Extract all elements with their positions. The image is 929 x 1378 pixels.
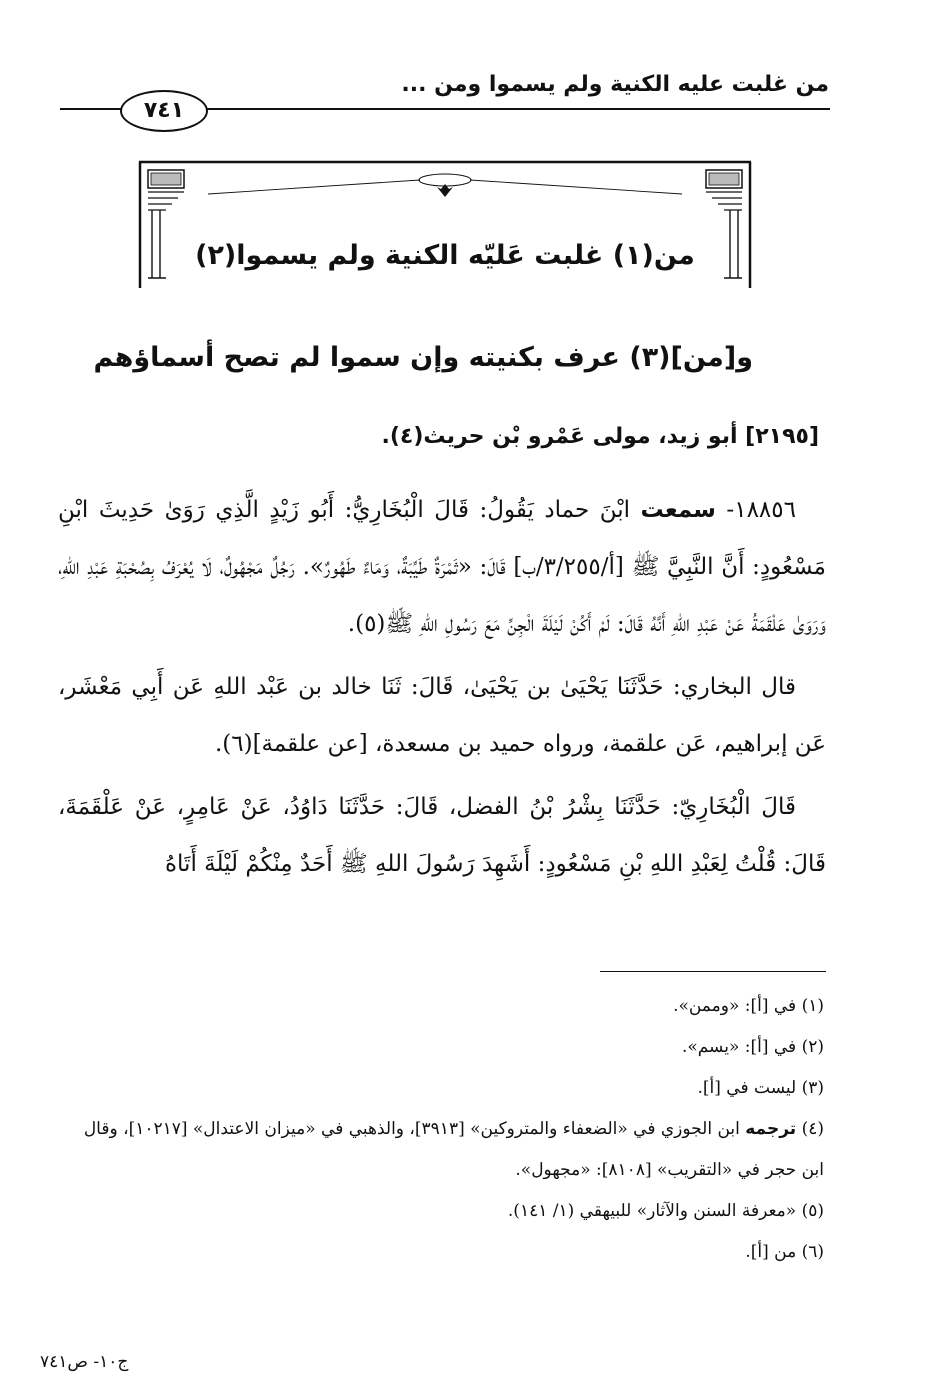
hadith-number: ١٨٨٥٦- <box>715 497 796 523</box>
footnote-4 <box>58 1109 824 1191</box>
volume-page-note: ج١٠- ص٧٤١ <box>40 1352 129 1372</box>
running-title: من غلبت عليه الكنية ولم يسموا ومن ... <box>401 72 829 97</box>
body-text <box>58 482 826 899</box>
paragraph-2: قال البخاري: حَدَّثَنَا يَحْيَىٰ بن يَحْيَىٰ، قَالَ: ثَنَا خالد بن عَبْد اللهِ عَن أَبِي مَعْشَر، عَن إبراهيم، عَن علقمة، ورواه حميد بن مسعدة، [عن علقمة](٦). <box>58 674 826 757</box>
paragraph-text: ابْنَ حماد يَقُولُ: قَالَ الْبُخَارِيُّ: أَبُو زَيْدٍ الَّذِي رَوَىٰ حَدِيثَ ابْنِ مَسْعُودٍ: أَنَّ النَّبِيَّ ﷺ [أ/٣/٢٥٥/ب] قَالَ: «ثَمْرَةٌ طَيِّبَةٌ، وَمَاءٌ طَهُورٌ». رَجُلٌ مَجْهُولٌ، لَا يُعْرَفُ بِصُحْبَةِ عَبْدِ اللهِ، وَرَوَىٰ عَلْقَمَةُ عَنْ عَبْدِ اللهِ أَنَّهُ قَالَ: لَمْ أَكُنْ لَيْلَةَ الْجِنِّ مَعَ رَسُولِ اللهِ ﷺ(٥). <box>58 497 826 637</box>
bold-word: سمعت <box>640 497 716 523</box>
page-number: ٧٤١ <box>120 90 208 132</box>
section-title: و[من](٣) عرف بكنيته وإن سموا لم تصح أسماؤهم <box>93 342 753 373</box>
paragraph-3: قَالَ الْبُخَارِيّ: حَدَّثَنَا بِشْرُ بْنُ الفضل، قَالَ: حَدَّثَنَا دَاوُدُ، عَنْ عَامِرٍ، عَنْ عَلْقَمَةَ، قَالَ: قُلْتُ لِعَبْدِ اللهِ بْنِ مَسْعُودٍ: أَشَهِدَ رَسُولَ اللهِ ﷺ أَحَدٌ مِنْكُمْ لَيْلَةَ أَتَاهُ <box>58 794 826 877</box>
entry-title: [٢١٩٥] أبو زيد، مولى عَمْرو بْن حريث(٤). <box>381 424 819 449</box>
footnote-3: (٣) ليست في [أ]. <box>697 1078 824 1098</box>
footnote-4-text: ابن الجوزي في «الضعفاء والمتروكين» [٣٩١٣]، والذهبي في «ميزان الاعتدال» [١٠٢١٧]، وقال ابن حجر في «التقريب» [٨١٠٨]: «مجهول». <box>83 1119 824 1180</box>
footnote-4-number: (٤) <box>796 1119 824 1139</box>
footnote-2: (٢) في [أ]: «يسم». <box>681 1037 824 1057</box>
footnote-rule <box>600 971 826 972</box>
footnotes <box>58 986 824 1273</box>
footnote-4-bold: ترجمه <box>745 1119 797 1139</box>
chapter-frame <box>138 160 752 288</box>
paragraph-1 <box>58 482 826 653</box>
chapter-title: من(١) غلبت عَليّه الكنية ولم يسموا(٢) <box>195 240 695 271</box>
footnote-6: (٦) من [أ]. <box>745 1242 824 1262</box>
footnote-5: (٥) «معرفة السنن والآثار» للبيهقي (١/ ١٤١). <box>507 1201 824 1221</box>
footnote-1: (١) في [أ]: «وممن». <box>673 996 824 1016</box>
